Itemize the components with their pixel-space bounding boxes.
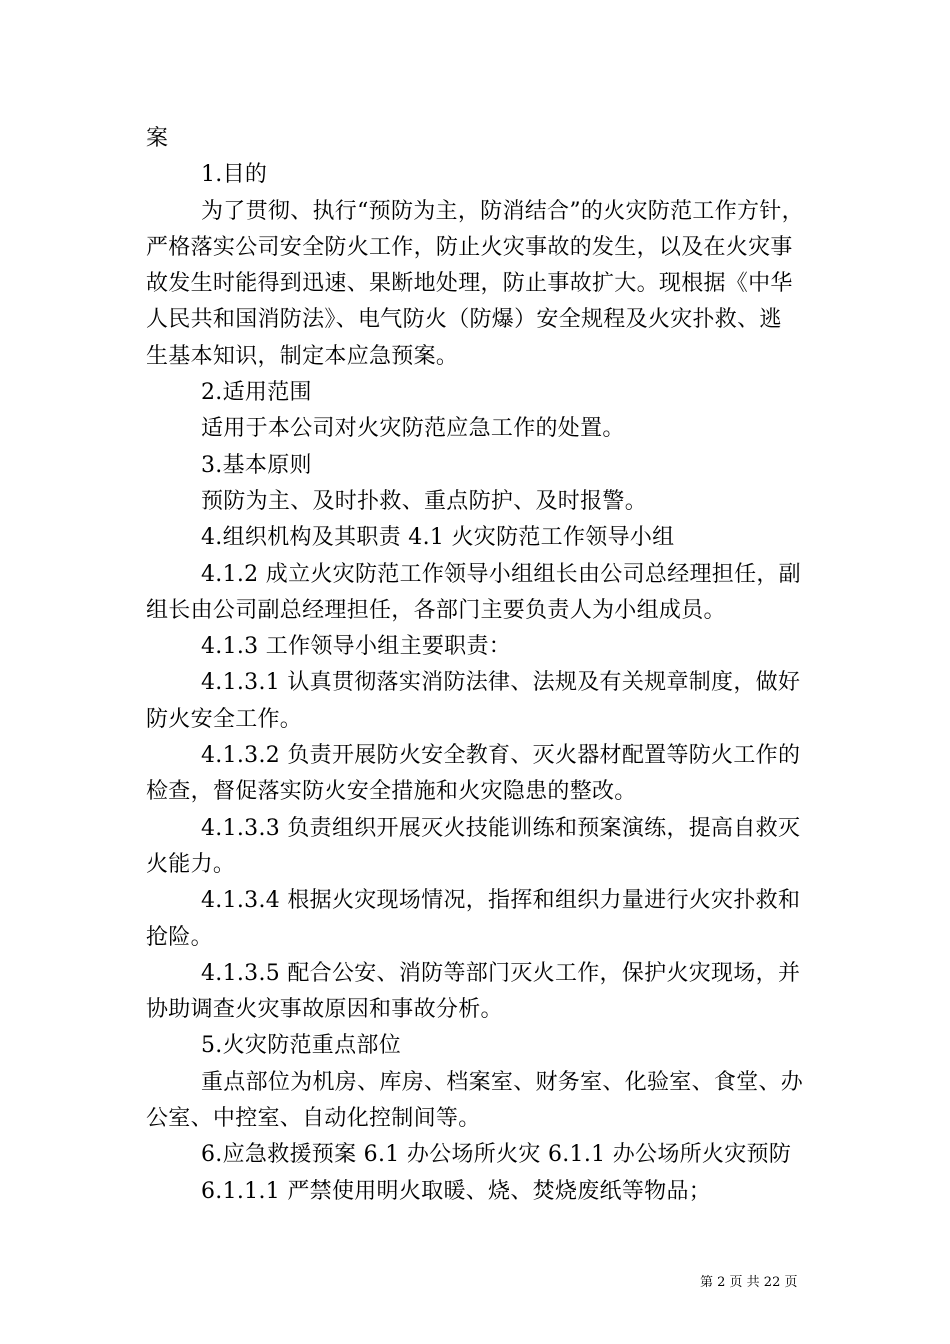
text-line: 4.1.3.1 认真贯彻落实消防法律、法规及有关规章制度，做好	[201, 670, 801, 696]
text-line: 4.组织机构及其职责 4.1 火灾防范工作领导小组	[201, 525, 675, 551]
text-line: 2.适用范围	[201, 380, 312, 406]
text-line: 4.1.3 工作领导小组主要职责：	[201, 634, 512, 660]
text-line: 公室、中控室、自动化控制间等。	[146, 1106, 481, 1132]
text-line: 4.1.2 成立火灾防范工作领导小组组长由公司总经理担任，副	[201, 561, 801, 587]
text-line: 为了贯彻、执行“预防为主，防消结合”的火灾防范工作方针，	[201, 198, 804, 224]
text-line: 预防为主、及时扑救、重点防护、及时报警。	[201, 488, 648, 514]
text-line: 生基本知识，制定本应急预案。	[146, 343, 459, 369]
text-line: 案	[146, 126, 169, 151]
text-line: 故发生时能得到迅速、果断地处理，防止事故扩大。现根据《中华	[146, 271, 793, 297]
text-line: 适用于本公司对火灾防范应急工作的处置。	[201, 416, 625, 442]
text-line: 重点部位为机房、库房、档案室、财务室、化验室、食堂、办	[201, 1069, 804, 1095]
text-line: 6.1.1.1 严禁使用明火取暖、烧、焚烧废纸等物品；	[201, 1178, 712, 1204]
text-line: 检查，督促落实防火安全措施和火灾隐患的整改。	[146, 779, 637, 805]
page-number-footer: 第 2 页 共 22 页	[700, 1275, 798, 1290]
document-body	[146, 121, 816, 1210]
text-line: 4.1.3.2 负责开展防火安全教育、灭火器材配置等防火工作的	[201, 743, 801, 769]
text-line: 人民共和国消防法》、电气防火（防爆）安全规程及火灾扑救、逃	[146, 307, 782, 333]
text-line: 4.1.3.3 负责组织开展灭火技能训练和预案演练，提高自救灭	[201, 815, 801, 841]
text-line: 4.1.3.5 配合公安、消防等部门灭火工作，保护火灾现场，并	[201, 960, 801, 986]
text-line: 组长由公司副总经理担任，各部门主要负责人为小组成员。	[146, 597, 726, 623]
text-line: 4.1.3.4 根据火灾现场情况，指挥和组织力量进行火灾扑救和	[201, 888, 801, 914]
text-line: 协助调查火灾事故原因和事故分析。	[146, 997, 503, 1023]
text-line: 1.目的	[201, 162, 268, 188]
text-line: 3.基本原则	[201, 452, 312, 478]
text-line: 火能力。	[146, 851, 236, 877]
text-line: 抢险。	[146, 924, 213, 950]
text-line: 防火安全工作。	[146, 706, 303, 732]
text-line: 5.火灾防范重点部位	[201, 1033, 401, 1059]
text-line: 6.应急救援预案 6.1 办公场所火灾 6.1.1 办公场所火灾预防	[201, 1142, 792, 1168]
text-line: 严格落实公司安全防火工作，防止火灾事故的发生，以及在火灾事	[146, 234, 793, 260]
